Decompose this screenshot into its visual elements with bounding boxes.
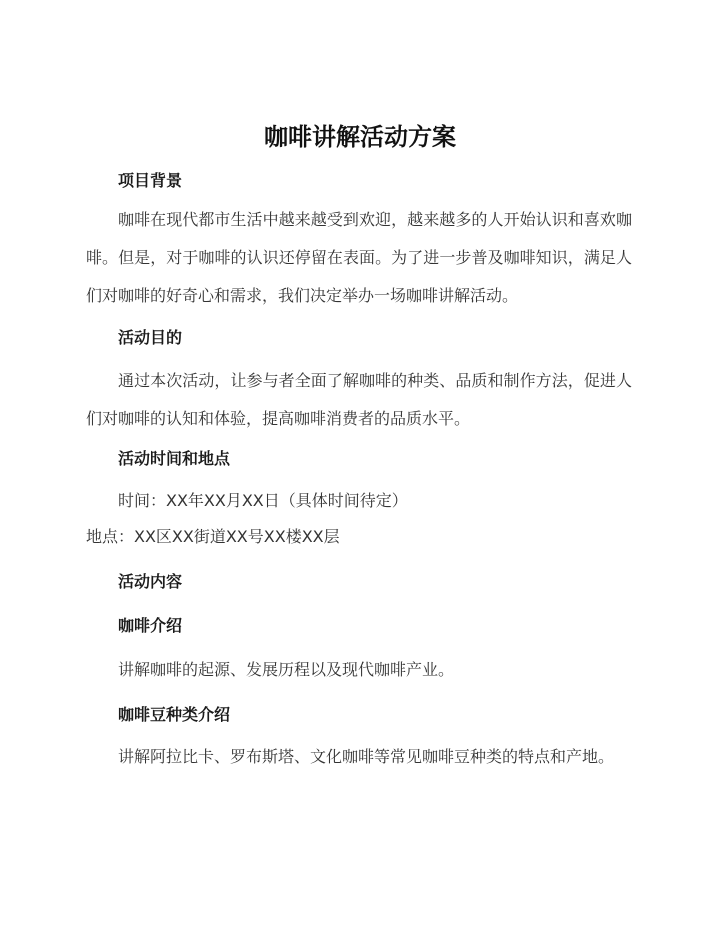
heading-background: 项目背景: [118, 171, 183, 190]
paragraph-background: 咖啡在现代都市生活中越来越受到欢迎，越来越多的人开始认识和喜欢咖啡。但是，对于咖啡的认识还停留在表面。为了进一步普及咖啡知识，满足人们对咖啡的好奇心和需求，我们决定举办一场咖啡讲解活动。: [86, 210, 632, 305]
paragraph-bean-intro: 讲解阿拉比卡、罗布斯塔、文化咖啡等常见咖啡豆种类的特点和产地。: [118, 747, 615, 766]
event-place: 地点：XX区XX街道XX号XX楼XX层: [86, 527, 340, 546]
heading-bean-intro: 咖啡豆种类介绍: [118, 705, 231, 724]
heading-purpose: 活动目的: [118, 328, 183, 347]
paragraph-coffee-intro: 讲解咖啡的起源、发展历程以及现代咖啡产业。: [118, 660, 455, 679]
document-title: 咖啡讲解活动方案: [264, 123, 456, 151]
paragraph-purpose: 通过本次活动，让参与者全面了解咖啡的种类、品质和制作方法，促进人们对咖啡的认知和体验，提高咖啡消费者的品质水平。: [86, 371, 632, 428]
heading-time-place: 活动时间和地点: [118, 449, 231, 468]
heading-coffee-intro: 咖啡介绍: [118, 616, 183, 635]
event-time: 时间：XX年XX月XX日（具体时间待定）: [118, 491, 408, 510]
heading-content: 活动内容: [118, 572, 183, 591]
